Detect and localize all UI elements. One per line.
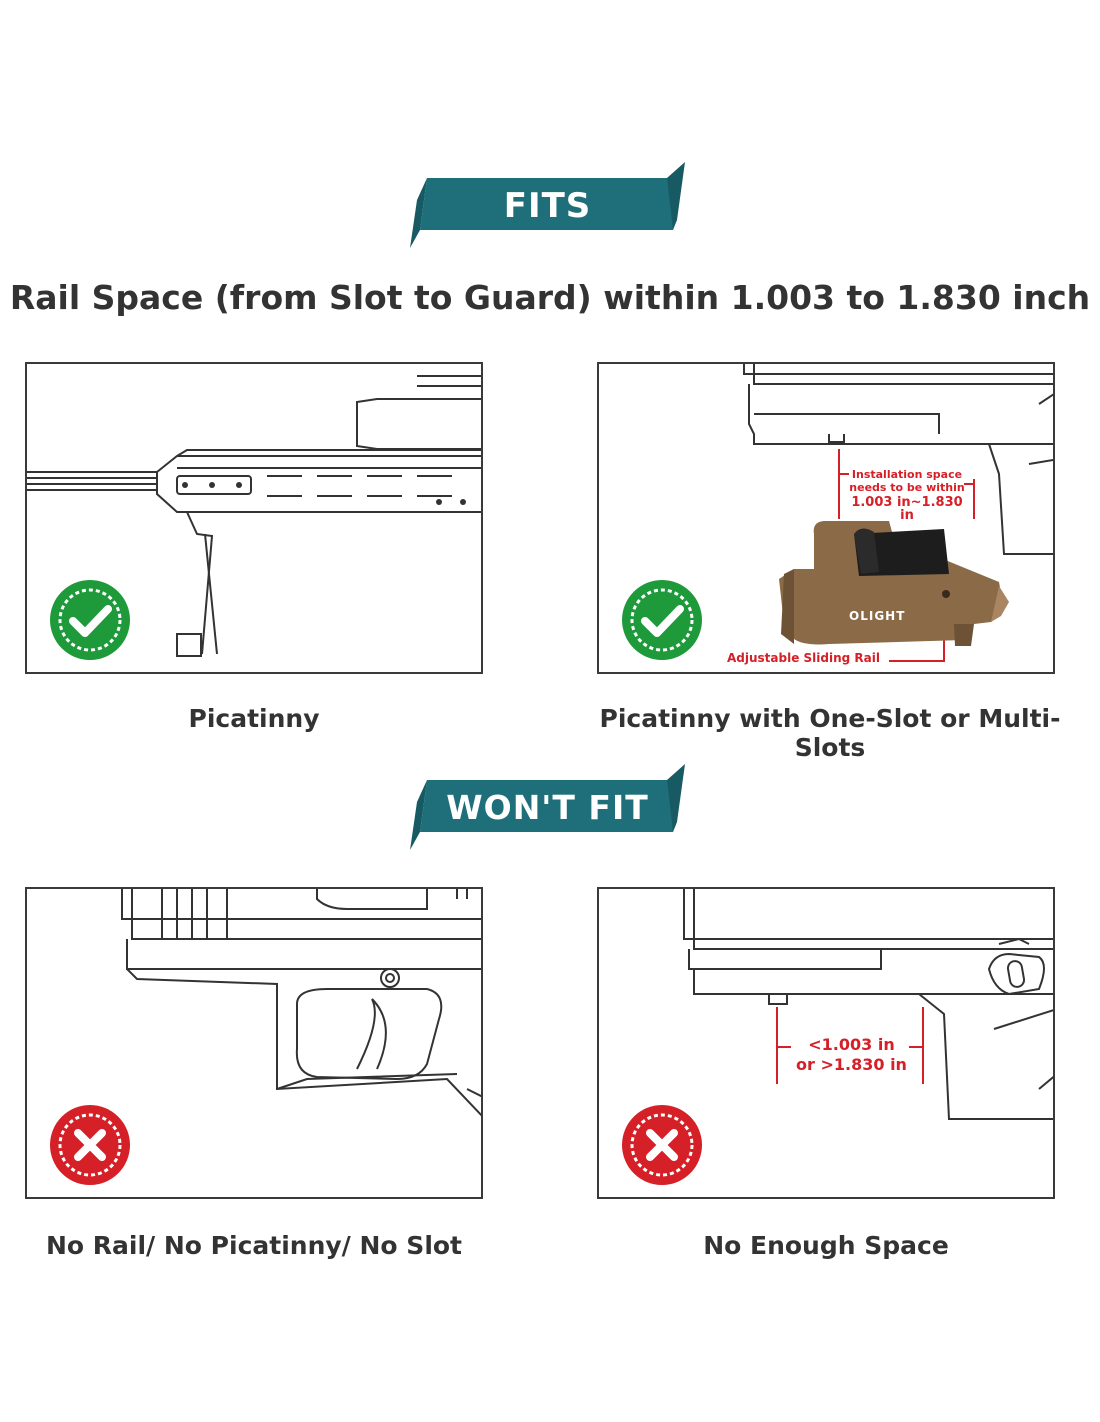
annotation-line-3: 1.003 in~1.830 in bbox=[851, 495, 963, 523]
weapon-light bbox=[779, 521, 1009, 646]
space-annotation bbox=[789, 1035, 914, 1075]
panel-no-enough-space bbox=[597, 887, 1055, 1199]
rail-slots bbox=[177, 468, 483, 496]
panel-picatinny bbox=[25, 362, 483, 674]
installation-annotation bbox=[847, 468, 967, 522]
fits-banner bbox=[405, 160, 690, 252]
annotation-line-2: needs to be within bbox=[849, 481, 965, 494]
caption-picatinny: Picatinny bbox=[188, 704, 320, 733]
wont-fit-banner bbox=[405, 762, 690, 854]
light-brand-logo: OLIGHT bbox=[849, 609, 906, 623]
annotation-line-2: or >1.830 in bbox=[796, 1055, 907, 1074]
sliding-rail-label: Adjustable Sliding Rail bbox=[727, 651, 880, 665]
page-headline: Rail Space (from Slot to Guard) within 1.003 to 1.830 inch bbox=[9, 278, 1091, 317]
caption-picatinny-slots: Picatinny with One-Slot or Multi-Slots bbox=[599, 704, 1061, 762]
panel-picatinny-slots bbox=[597, 362, 1055, 674]
caption-no-rail: No Rail/ No Picatinny/ No Slot bbox=[45, 1231, 463, 1260]
fits-banner-label: FITS bbox=[503, 186, 592, 226]
wont-fit-banner-label: WON'T FIT bbox=[446, 788, 649, 827]
panel-no-rail bbox=[25, 887, 483, 1199]
annotation-line-1: <1.003 in bbox=[808, 1035, 895, 1054]
caption-no-enough-space: No Enough Space bbox=[703, 1231, 949, 1260]
annotation-line-1: Installation space bbox=[851, 468, 963, 481]
